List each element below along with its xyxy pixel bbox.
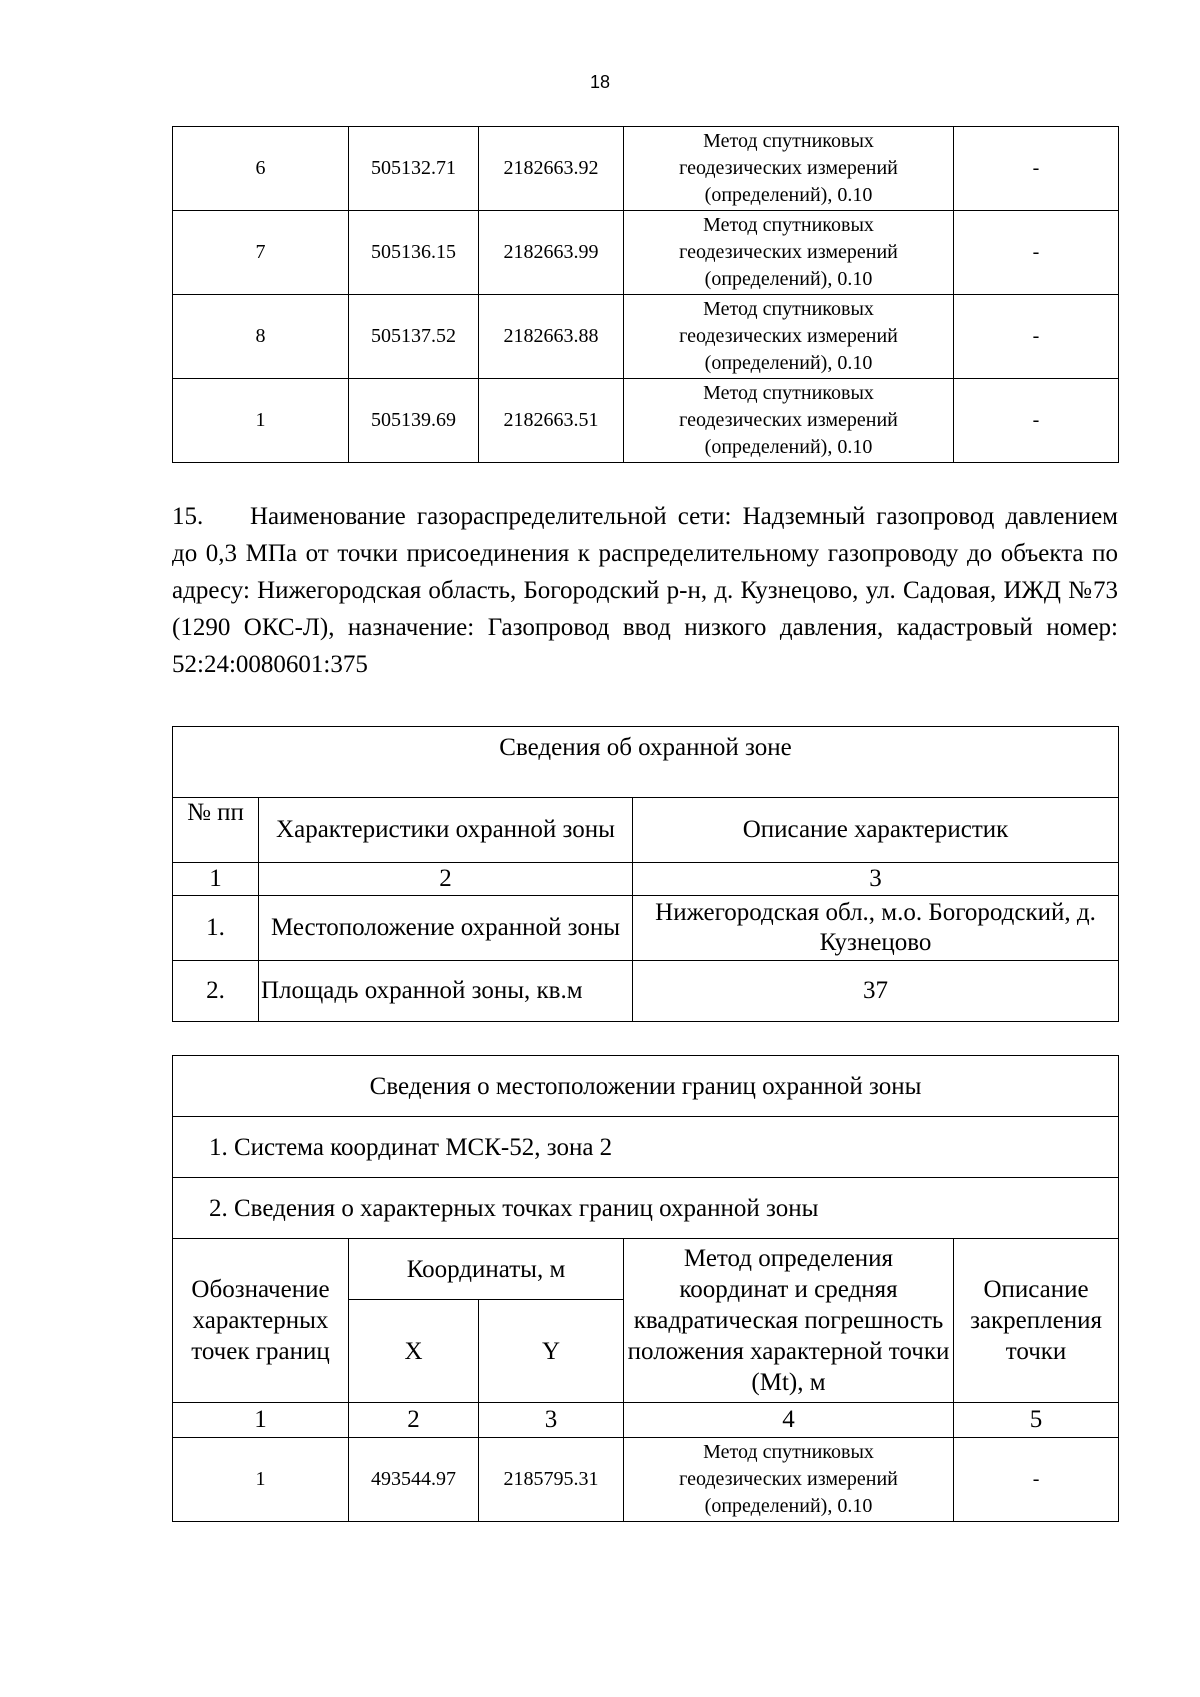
point-number: 8 (173, 295, 349, 379)
method-line: Метод спутниковых (703, 382, 874, 404)
column-index: 2 (349, 1403, 479, 1438)
row-number: 2. (173, 961, 259, 1022)
method-line: геодезических измерений (679, 241, 898, 263)
coordinate-y: 2182663.99 (479, 211, 624, 295)
coordinate-x: 505136.15 (349, 211, 479, 295)
boundary-location-table (172, 1055, 1119, 1522)
zone-table-title: Сведения об охранной зоне (173, 727, 1119, 798)
column-index: 5 (954, 1403, 1119, 1438)
method-line: геодезических измерений (679, 157, 898, 179)
method-description (624, 295, 954, 379)
method-line: (определений), 0.10 (704, 1495, 873, 1517)
coordinate-x: 505139.69 (349, 379, 479, 463)
fixing-description: - (954, 211, 1119, 295)
table-row (173, 1438, 1119, 1522)
method-line: геодезических измерений (679, 325, 898, 347)
header-number: № пп (173, 798, 259, 863)
page-number: 18 (589, 72, 611, 92)
header-description: Описание характеристик (633, 798, 1119, 863)
point-number: 6 (173, 127, 349, 211)
method-line: Метод спутниковых (703, 298, 874, 320)
fixing-description: - (954, 127, 1119, 211)
method-line: (определений), 0.10 (704, 436, 873, 458)
method-line: Метод спутниковых (703, 1441, 874, 1463)
coordinate-system: 1. Система координат МСК-52, зона 2 (173, 1117, 1119, 1178)
table-row (173, 379, 1119, 463)
header-y: Y (479, 1300, 624, 1403)
method-line: геодезических измерений (679, 1468, 898, 1490)
header-method: Метод определения координат и средняя квадратическая погрешность положения характерной точки (Mt), м (624, 1239, 954, 1403)
point-number: 1 (173, 379, 349, 463)
description-area: 37 (633, 961, 1119, 1022)
coordinate-y: 2182663.51 (479, 379, 624, 463)
description-location: Нижегородская обл., м.о. Богородский, д. Кузнецово (633, 896, 1119, 961)
header-designation: Обозначение характерных точек границ (173, 1239, 349, 1403)
method-line: (определений), 0.10 (704, 184, 873, 206)
column-index: 4 (624, 1403, 954, 1438)
section-text: Наименование газораспределительной сети: Надземный газопровод давлением до 0,3 МПа от точки присоединения к распределительному газопроводу до объекта по адресу: Нижегородская область, Богородский р-н, д. Кузнецово, ул. Садовая, ИЖД №73 (1290 ОКС-Л), назначение: Газопровод ввод низкого давления, кадастровый номер: 52:24:0080601:375 (172, 503, 1118, 678)
method-line: (определений), 0.10 (704, 352, 873, 374)
column-index: 2 (259, 863, 633, 896)
column-index: 3 (479, 1403, 624, 1438)
method-line: Метод спутниковых (703, 130, 874, 152)
header-fixing: Описание закрепления точки (954, 1239, 1119, 1403)
point-number: 7 (173, 211, 349, 295)
section-15-paragraph (172, 498, 1118, 683)
coordinate-y: 2182663.88 (479, 295, 624, 379)
method-description (624, 127, 954, 211)
table-row (173, 295, 1119, 379)
method-line: (определений), 0.10 (704, 268, 873, 290)
header-characteristics: Характеристики охранной зоны (259, 798, 633, 863)
point-number: 1 (173, 1438, 349, 1522)
column-index: 1 (173, 1403, 349, 1438)
table-row (173, 127, 1119, 211)
row-number: 1. (173, 896, 259, 961)
method-line: Метод спутниковых (703, 214, 874, 236)
coordinate-y: 2182663.92 (479, 127, 624, 211)
method-description (624, 1438, 954, 1522)
characteristic-area: Площадь охранной зоны, кв.м (259, 961, 633, 1022)
header-x: X (349, 1300, 479, 1403)
header-coordinates: Координаты, м (349, 1239, 624, 1300)
coordinates-continuation-table (172, 126, 1119, 463)
coordinate-x: 505132.71 (349, 127, 479, 211)
section-number: 15. (172, 503, 204, 530)
fixing-description: - (954, 1438, 1119, 1522)
characteristic-location: Местоположение охранной зоны (259, 896, 633, 961)
fixing-description: - (954, 295, 1119, 379)
column-index: 3 (633, 863, 1119, 896)
coordinate-x: 505137.52 (349, 295, 479, 379)
method-description (624, 211, 954, 295)
column-index: 1 (173, 863, 259, 896)
protection-zone-info-table (172, 726, 1119, 1022)
fixing-description: - (954, 379, 1119, 463)
boundary-table-title: Сведения о местоположении границ охранной зоны (173, 1056, 1119, 1117)
table-row (173, 211, 1119, 295)
characteristic-points-caption: 2. Сведения о характерных точках границ охранной зоны (173, 1178, 1119, 1239)
method-line: геодезических измерений (679, 409, 898, 431)
coordinate-x: 493544.97 (349, 1438, 479, 1522)
coordinate-y: 2185795.31 (479, 1438, 624, 1522)
method-description (624, 379, 954, 463)
